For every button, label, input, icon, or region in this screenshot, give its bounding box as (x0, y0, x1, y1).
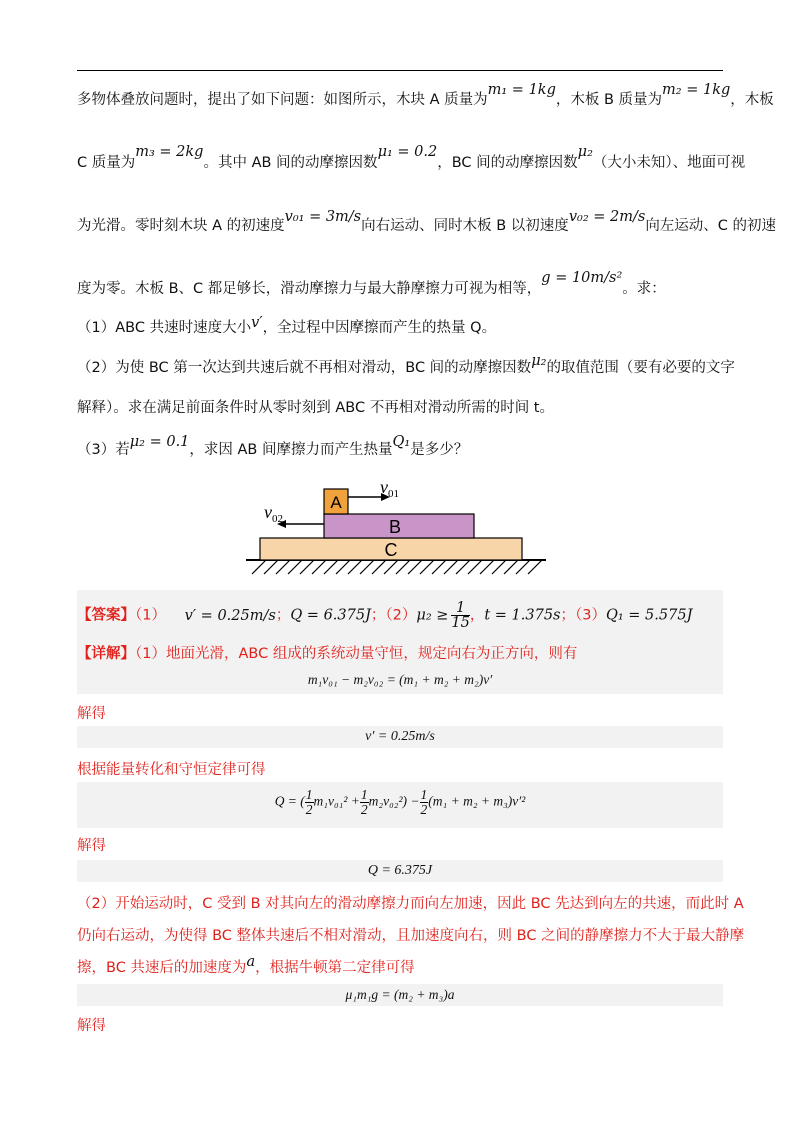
question-1 (77, 315, 497, 338)
text: 解释）。求在满足前面条件时从零时刻到 ABC 不再相对滑动所需的时间 t。 (77, 400, 554, 416)
formula-mu2-value: μ₂ = 0.1 (129, 434, 190, 450)
text: 多物体叠放问题时，提出了如下问题：如图所示，木块 A 质量为 (77, 92, 488, 108)
board-c-label: C (384, 540, 398, 560)
problem-line-1 (77, 82, 774, 110)
v01-label: $v_{01}$ (380, 477, 399, 500)
text: （1） (135, 607, 166, 624)
formula-g: g = 10m/s² (541, 270, 623, 286)
equation-v: v′ = 0.25m/s (365, 729, 435, 744)
fraction-denominator: 2 (420, 802, 428, 817)
text: ，BC 间的动摩擦因数 (437, 155, 578, 171)
answer-v: v′ = 0.25m/s (184, 607, 276, 624)
half-fraction (305, 788, 314, 817)
formula-mu2: μ₂ (531, 353, 547, 369)
text: 向右运动、同时木板 B 以初速度 (361, 218, 569, 234)
text: （大小未知）、地面可视 (592, 155, 746, 171)
text: ， (469, 607, 485, 624)
formula-vprime: v′ (251, 315, 263, 331)
detail-tag: 【详解】 (77, 646, 135, 662)
text: (m₁ + m₂ + m₃)v′² (428, 793, 526, 809)
text: 度为零。木板 B、C 都足够长，滑动摩擦力与最大静摩擦力可视为相等， (77, 281, 542, 297)
problem-line-3 (77, 209, 777, 236)
question-3 (77, 434, 469, 460)
equation-energy (77, 788, 723, 817)
solve-label-2: 解得 (77, 838, 106, 854)
detail-intro (77, 644, 577, 664)
formula-m2: m₂ = 1kg (662, 82, 731, 98)
question-2-cont (77, 398, 554, 418)
part2-line-1: （2）开始运动时，C 受到 B 对其向左的滑动摩擦力而向左加速，因此 BC 先达到向左的共速，而此时 A (77, 896, 744, 912)
block-a-label: A (330, 493, 342, 512)
equation-newton: μ₁m₁g = (m₂ + m₃)a (345, 987, 455, 1002)
formula-mu1: μ₁ = 0.2 (377, 144, 438, 160)
formula-v02: v₀₂ = 2m/s (568, 209, 646, 225)
text: 。其中 AB 间的动摩擦因数 (203, 155, 378, 171)
fraction-denominator: 15 (451, 615, 470, 631)
answer-line (77, 601, 692, 630)
text: （2）为使 BC 第一次达到共速后就不再相对滑动，BC 间的动摩擦因数 (77, 360, 532, 376)
answer-mu2: μ₂ ≥ (416, 607, 449, 624)
half-fraction (360, 788, 369, 817)
text: ，求因 AB 间摩擦力而产生热量 (189, 442, 393, 458)
formula-a: a (246, 954, 256, 970)
blocks-figure (240, 476, 560, 576)
text: 的取值范围（要有必要的文字 (546, 360, 735, 376)
fraction-numerator: 1 (360, 787, 368, 802)
fraction-numerator: 1 (420, 787, 428, 802)
solve-label-1: 解得 (77, 706, 106, 722)
text: ；（3） (560, 607, 606, 624)
part2-line-3 (77, 954, 415, 978)
problem-line-2 (77, 144, 746, 173)
formula-mu2: μ₂ (577, 144, 593, 160)
text: （1）ABC 共速时速度大小 (77, 320, 252, 336)
fraction-numerator: 1 (451, 601, 469, 616)
solve-label-3: 解得 (77, 1018, 106, 1034)
text: m₁v₀₁² + (313, 793, 360, 809)
text: ，根据牛顿第二定律可得 (255, 960, 415, 976)
text: 。求： (622, 281, 666, 297)
formula-m3: m₃ = 2kg (135, 144, 204, 160)
text: C 质量为 (77, 155, 136, 171)
board-b-label: B (388, 517, 402, 537)
header-rule (77, 70, 723, 71)
text: ，全过程中因摩擦而产生的热量 Q。 (262, 320, 497, 336)
text: ，木板 B 质量为 (555, 92, 663, 108)
text: ； (275, 607, 291, 624)
text: 是多少？ (410, 442, 469, 458)
text: 擦，BC 共速后的加速度为 (77, 960, 247, 976)
answer-t: t = 1.375s (484, 607, 561, 624)
formula-v01: v₀₁ = 3m/s (284, 209, 362, 225)
answer-fraction (451, 601, 469, 630)
formula-Q1: Q₁ (392, 434, 411, 450)
text: （3）若 (77, 442, 130, 458)
text: （1）地面光滑，ABC 组成的系统动量守恒，规定向右为正方向，则有 (135, 646, 578, 662)
text: Q = ( (274, 793, 305, 809)
text: 为光滑。零时刻木块 A 的初速度 (77, 218, 285, 234)
ground-hatching (252, 560, 542, 574)
fraction-denominator: 2 (360, 802, 368, 817)
text: ，木板 (730, 92, 774, 108)
equation-momentum: m₁v₀₁ − m₂v₀₂ = (m₁ + m₂ + m₂)v′ (307, 672, 493, 687)
question-2 (77, 353, 735, 378)
text: 向左运动、C 的初速 (645, 218, 777, 234)
formula-m1: m₁ = 1kg (487, 82, 556, 98)
equation-Q: Q = 6.375J (367, 863, 433, 878)
answer-Q: Q = 6.375J (290, 607, 371, 624)
answer-tag: 【答案】 (77, 607, 135, 624)
answer-Q1: Q₁ = 5.575J (605, 607, 693, 624)
text: m₂v₀₂²) − (368, 793, 420, 809)
energy-label: 根据能量转化和守恒定律可得 (77, 762, 266, 778)
text: ；（2） (370, 607, 417, 624)
part2-line-2: 仍向右运动，为使得 BC 整体共速后不相对滑动，且加速度向右，则 BC 之间的静摩擦力不大于最大静摩 (77, 928, 745, 944)
half-fraction (420, 788, 429, 817)
fraction-denominator: 2 (305, 802, 313, 817)
problem-line-4 (77, 270, 666, 299)
v02-label: $v_{02}$ (264, 502, 283, 525)
fraction-numerator: 1 (305, 787, 313, 802)
